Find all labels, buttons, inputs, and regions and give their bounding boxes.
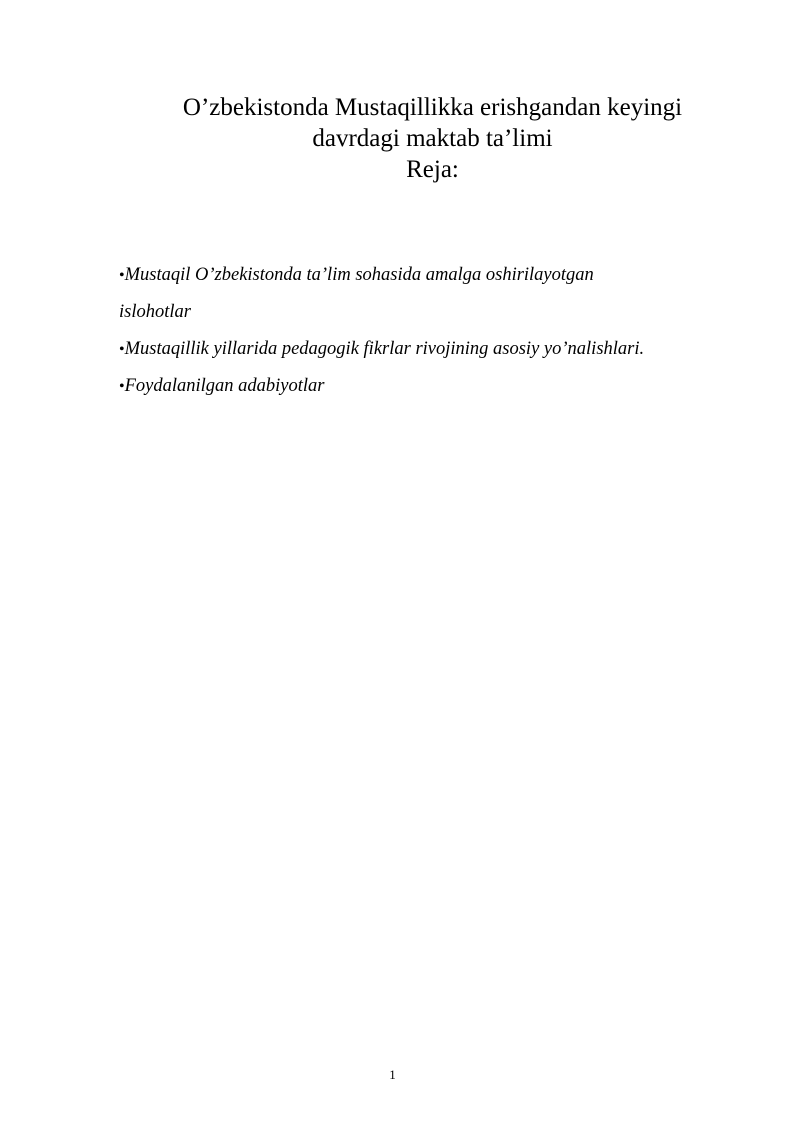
plan-item-1-continuation [119, 294, 759, 331]
document-title [120, 92, 745, 185]
title-line-2: davrdagi maktab ta’limi [312, 125, 553, 152]
bullet-icon: • [119, 341, 125, 358]
plan-heading: Reja: [406, 156, 459, 183]
plan-item-label: islohotlar [119, 302, 191, 322]
plan-item-1 [119, 257, 759, 294]
plan-item-label: Foydalanilgan adabiyotlar [124, 376, 325, 396]
plan-item-2 [119, 331, 759, 368]
plan-item-label: Mustaqil O’zbekistonda ta’lim sohasida amalga oshirilayotgan [124, 265, 594, 285]
plan-item-label: Mustaqillik yillarida pedagogik fikrlar rivojining asosiy yo’nalishlari. [124, 339, 645, 359]
page-number: 1 [389, 1067, 396, 1082]
plan-list [119, 257, 759, 405]
title-line-1: O’zbekistonda Mustaqillikka erishgandan keyingi [182, 94, 683, 121]
bullet-icon: • [119, 267, 125, 284]
bullet-icon: • [119, 378, 125, 395]
plan-item-3 [119, 368, 759, 405]
